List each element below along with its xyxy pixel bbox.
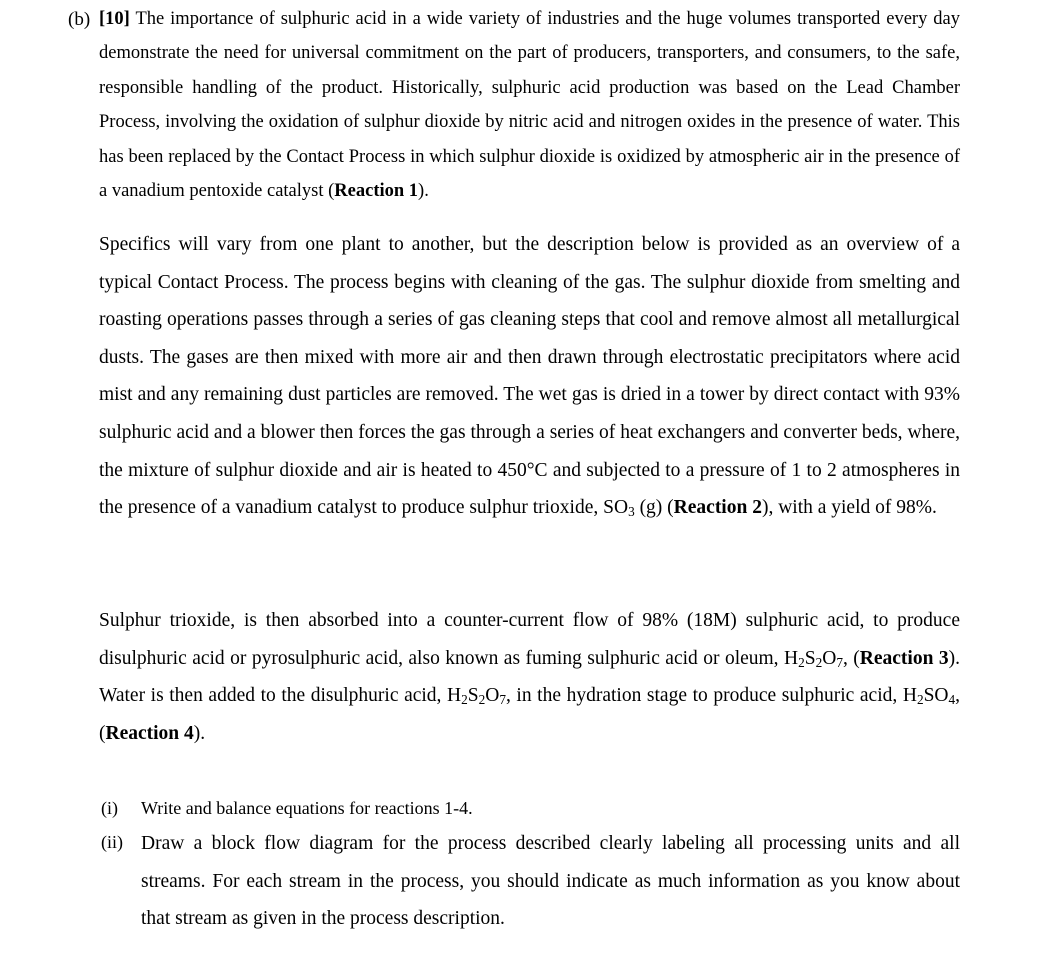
reaction-4-ref: Reaction 4 xyxy=(105,722,194,744)
absorption-text-b: , ( xyxy=(842,647,860,669)
absorption-text-c: ). Water is then added to the disulphuric acid, xyxy=(99,647,960,707)
absorption-text-e: , ( xyxy=(99,685,960,744)
reaction-1-ref: Reaction 1 xyxy=(334,181,419,202)
so3-subscript: 3 xyxy=(628,504,635,520)
formula-disulphuric-1: $H_2S_2O_7$ xyxy=(784,647,843,670)
marks-badge: [10] xyxy=(99,9,130,29)
absorption-text-d: , in the hydration stage to produce sulphuric acid, xyxy=(505,685,903,707)
intro-text: The importance of sulphuric acid in a wide variety of industries and the huge volumes transported every day demonstrate the need for universal commitment on the part of producers, transporters, and consumers, to the safe, responsible handling of the product. Historically, sulphuric acid production was based on the Lead Chamber Process, involving the oxidation of sulphur dioxide by nitric acid and nitrogen oxides in the presence of water. This has been replaced by the Contact Process in which sulphur dioxide is oxidized by atmospheric air in the presence of a vanadium pentoxide catalyst ( xyxy=(99,9,960,202)
phase-text: (g) ( xyxy=(634,497,674,519)
absorption-text-a: Sulphur trioxide, is then absorbed into a counter-current flow of 98% (18M) sulphuric acid, to produce disulphuric acid or pyrosulphuric acid, also known as fuming sulphuric acid or oleum, xyxy=(99,610,960,669)
formula-sulphuric: $H_2SO_4$ xyxy=(902,685,956,708)
reaction-2-ref: Reaction 2 xyxy=(673,497,762,519)
contact-process-text: Specifics will vary from one plant to another, but the description below is provided as an overview of a typical Contact Process. The process begins with cleaning of the gas. The sulphur dioxide from smelting and roasting operations passes through a series of gas cleaning steps that cool and remove almost all metallurgical dusts. The gases are then mixed with more air and then drawn through electrostatic precipitators where acid mist and any remaining dust particles are removed. The wet gas is dried in a tower by direct contact with 93% sulphuric acid and a blower then forces the gas through a series of heat exchangers and converter beds, where, the mixture of sulphur dioxide and air is heated to 450°C and subjected to a pressure of 1 to 2 atmospheres in the presence of a vanadium catalyst to produce sulphur trioxide, SO xyxy=(99,234,960,519)
reaction-3-ref: Reaction 3 xyxy=(859,647,949,669)
question-number: (i) xyxy=(101,798,118,818)
question-text: Draw a block flow diagram for the process described clearly labeling all processing units and all streams. For each stream in the process, you should indicate as much information as you know about that stream as given in the process description. xyxy=(141,833,960,929)
part-label: (b) xyxy=(68,9,91,30)
paragraph-intro xyxy=(99,2,960,208)
question-number: (ii) xyxy=(101,832,123,852)
intro-end: ). xyxy=(418,181,429,202)
absorption-text-f: ). xyxy=(193,722,206,744)
question-text: Write and balance equations for reactions 1-4. xyxy=(141,798,473,818)
paragraph-absorption xyxy=(99,602,960,752)
contact-process-end: ), with a yield of 98%. xyxy=(761,497,937,519)
paragraph-contact-process xyxy=(99,226,960,527)
formula-disulphuric-2: $H_2S_2O_7$ xyxy=(447,685,506,708)
